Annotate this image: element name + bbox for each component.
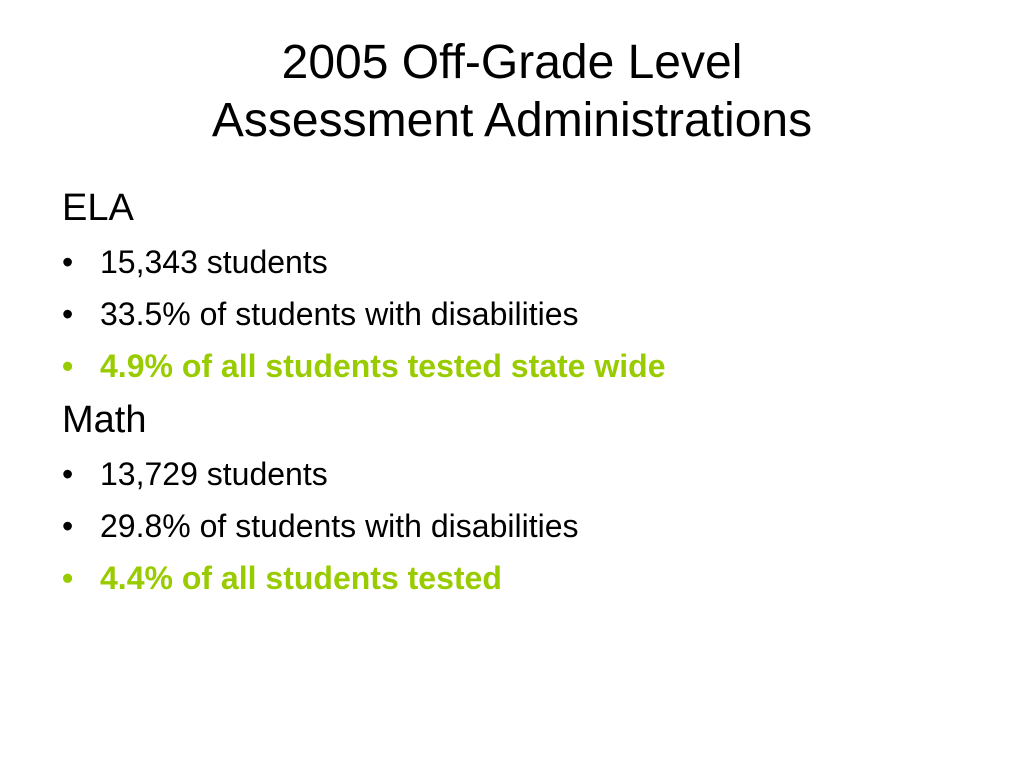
bullet-item: [62, 288, 962, 340]
title-line-2: Assessment Administrations: [211, 94, 813, 147]
bullet-text: 33.5% of students with disabilities: [100, 296, 579, 332]
bullet-text: 4.4% of all students tested: [100, 560, 502, 596]
bullet-icon: •: [62, 348, 74, 384]
bullet-text: 13,729 students: [100, 456, 328, 492]
ela-bullet-list: [62, 236, 962, 392]
title-line-1: 2005 Off-Grade Level: [281, 36, 743, 89]
bullet-item: [62, 500, 962, 552]
slide-title: [0, 34, 1024, 150]
bullet-icon: •: [62, 456, 74, 492]
bullet-icon: •: [62, 508, 74, 544]
bullet-item-highlight: [62, 340, 962, 392]
bullet-text: 4.9% of all students tested state wide: [100, 348, 666, 384]
bullet-text: 15,343 students: [100, 244, 328, 280]
section-heading-math: Math: [62, 399, 147, 441]
section-heading-ela: ELA: [62, 187, 134, 229]
section-ela: [62, 180, 962, 392]
math-bullet-list: [62, 448, 962, 604]
slide-body: [62, 180, 962, 604]
bullet-item: [62, 448, 962, 500]
bullet-icon: •: [62, 560, 74, 596]
bullet-icon: •: [62, 244, 74, 280]
section-math: [62, 392, 962, 604]
bullet-icon: •: [62, 296, 74, 332]
bullet-item: [62, 236, 962, 288]
bullet-text: 29.8% of students with disabilities: [100, 508, 579, 544]
bullet-item-highlight: [62, 552, 962, 604]
